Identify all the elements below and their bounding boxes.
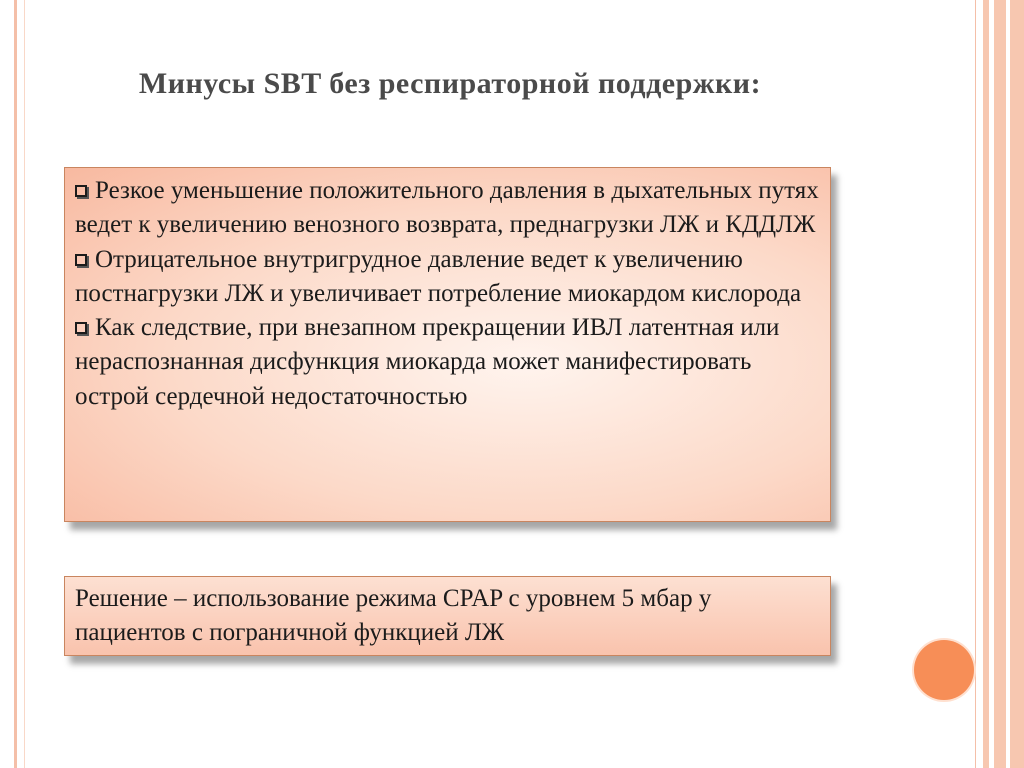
bullet-item xyxy=(75,243,820,312)
frame-stripe-right-2 xyxy=(1006,0,1010,768)
frame-line-right-thin xyxy=(975,0,976,768)
frame-stripe-right-1 xyxy=(989,0,994,768)
decorative-circle xyxy=(914,640,974,700)
bullet-text: Резкое уменьшение положительного давления в дыхательных путях ведет к увеличению венозного возврата, преднагрузки ЛЖ и КДДЛЖ xyxy=(75,177,819,239)
checkbox-bullet-icon xyxy=(75,254,87,266)
bullet-item xyxy=(75,174,820,243)
bullet-text: Отрицательное внутригрудное давление ведет к увеличению постнагрузки ЛЖ и увеличивает потребление миокардом кислорода xyxy=(75,245,802,307)
frame-line-left xyxy=(14,0,17,768)
frame-line-left-thin xyxy=(24,0,25,768)
bullet-box xyxy=(64,167,831,522)
bullet-item xyxy=(75,311,820,414)
checkbox-bullet-icon xyxy=(75,322,87,334)
bullet-text: Как следствие, при внезапном прекращении ИВЛ латентная или нераспознанная дисфункция миокарда может манифестировать острой сердечной недостаточностью xyxy=(75,314,780,410)
checkbox-bullet-icon xyxy=(75,185,87,197)
slide-title: Минусы SBT без респираторной поддержки: xyxy=(138,67,762,100)
solution-box xyxy=(64,576,831,656)
solution-text: Решение – использование режима CPAP с уровнем 5 мбар у пациентов с пограничной функцией ЛЖ xyxy=(75,585,712,647)
